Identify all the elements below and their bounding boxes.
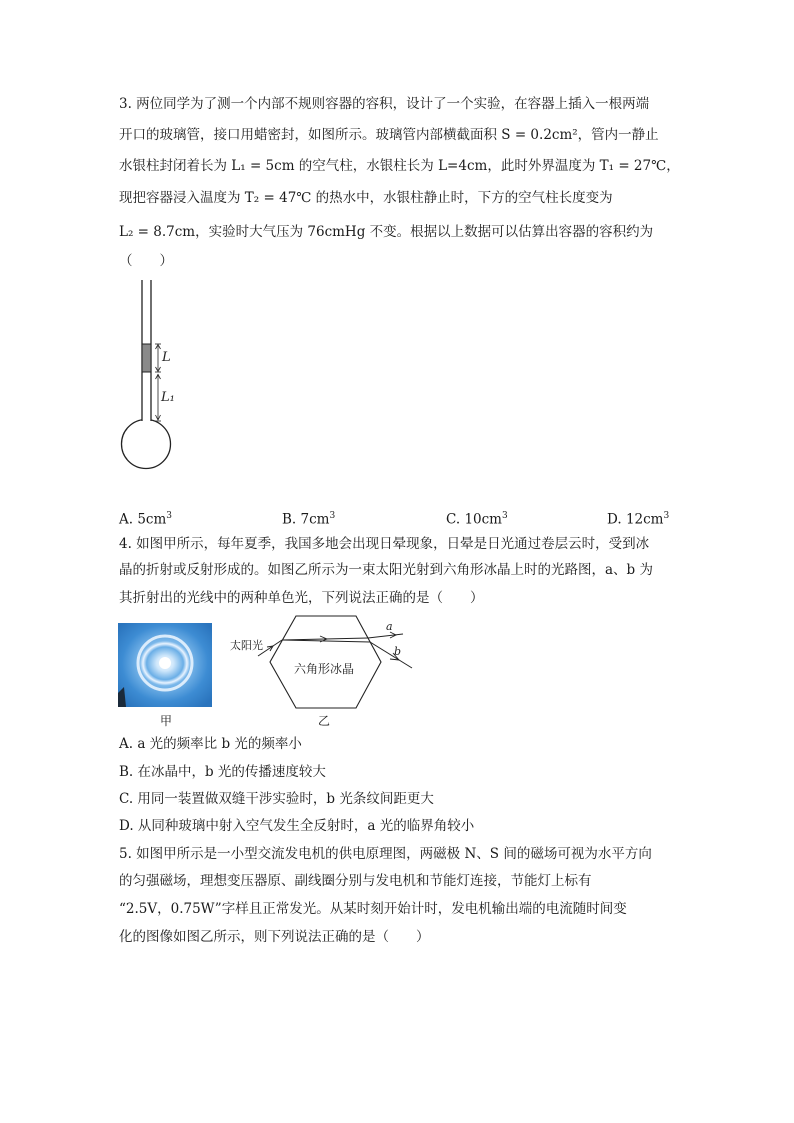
q5-line-1: 5. 如图甲所示是一小型交流发电机的供电原理图，两磁极 N、S 间的磁场可视为水平方向: [119, 846, 652, 862]
q5-line-2: 的匀强磁场，理想变压器原、副线圈分别与发电机和节能灯连接，节能灯上标有: [119, 873, 592, 889]
q3-line-5: L₂ = 8.7cm，实验时大气压为 76cmHg 不变。根据以上数据可以估算出容器的容积约为: [119, 224, 654, 240]
q3-line-3: 水银柱封闭着长为 L₁ = 5cm 的空气柱，水银柱长为 L=4cm，此时外界温度为 T₁ = 27℃，: [119, 158, 680, 174]
q3-line-6: （ ）: [119, 253, 173, 269]
q4-option-d[interactable]: D. 从同种玻璃中射入空气发生全反射时，a 光的临界角较小: [119, 818, 475, 834]
fig-jia-caption: 甲: [160, 714, 173, 728]
crystal-label: 六角形冰晶: [294, 662, 355, 676]
q4-line-2: 晶的折射或反射形成的。如图乙所示为一束太阳光射到六角形冰晶上时的光路图，a、b 为: [119, 562, 653, 578]
q4-option-b[interactable]: B. 在冰晶中，b 光的传播速度较大: [119, 764, 326, 780]
label-l: L: [162, 350, 171, 365]
ray-a-label: a: [386, 620, 393, 633]
q3-flask-figure: [110, 280, 200, 476]
sun-light-label: 太阳光: [230, 639, 263, 652]
q3-option-c[interactable]: C. $10cm^3$: [446, 511, 508, 528]
q4-option-a[interactable]: A. a 光的频率比 b 光的频率小: [119, 736, 302, 752]
fig-yi-caption: 乙: [318, 714, 331, 728]
q5-line-3: “2.5V，0.75W”字样且正常发光。从某时刻开始计时，发电机输出端的电流随时间变: [119, 901, 627, 917]
q3-option-a[interactable]: A. $5cm^3$: [119, 511, 173, 528]
q4-option-c[interactable]: C. 用同一装置做双缝干涉实验时，b 光条纹间距更大: [119, 791, 434, 807]
q3-option-d[interactable]: D. $12cm^3$: [607, 511, 670, 528]
q5-line-4: 化的图像如图乙所示，则下列说法正确的是（ ）: [119, 929, 430, 945]
sun-halo-photo: [118, 623, 212, 707]
mercury-column: [142, 344, 151, 372]
q3-line-2: 开口的玻璃管，接口用蜡密封，如图所示。玻璃管内部横截面积 S = 0.2cm²，管内一静止: [119, 127, 659, 143]
q3-line-4: 现把容器浸入温度为 T₂ = 47℃ 的热水中，水银柱静止时，下方的空气柱长度变为: [119, 190, 613, 206]
q4-line-1: 4. 如图甲所示，每年夏季，我国多地会出现日晕现象，日晕是日光通过卷层云时，受到冰: [119, 536, 650, 552]
ray-b-label: b: [394, 645, 402, 658]
q3-option-b[interactable]: B. $7cm^3$: [282, 511, 336, 528]
q3-line-1: 3. 两位同学为了测一个内部不规则容器的容积，设计了一个实验，在容器上插入一根两端: [119, 96, 650, 112]
label-l1: L₁: [161, 390, 175, 405]
ice-crystal-diagram: [228, 612, 428, 712]
q4-line-3: 其折射出的光线中的两种单色光，下列说法正确的是（ ）: [119, 590, 484, 606]
